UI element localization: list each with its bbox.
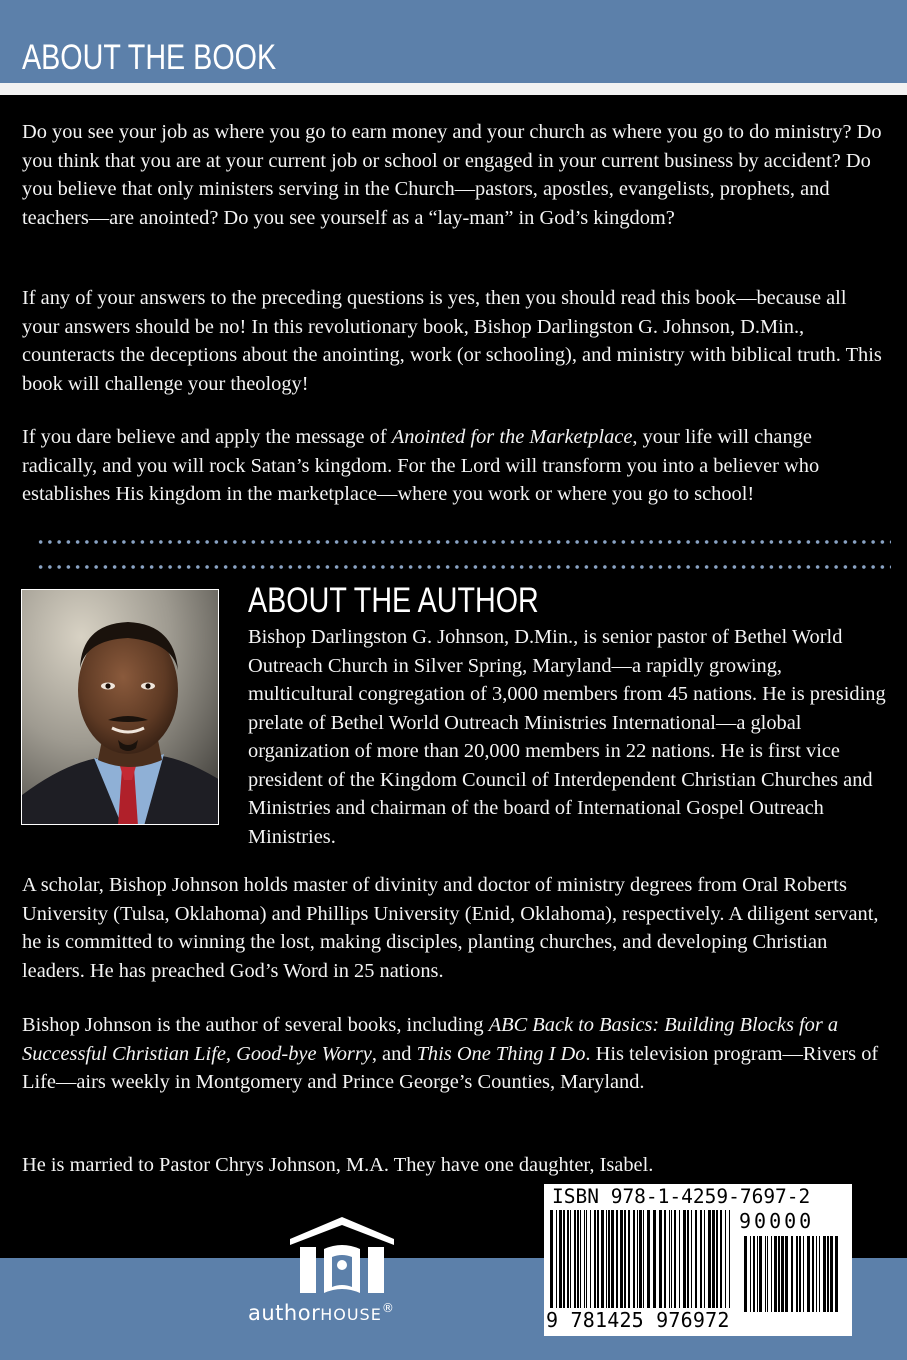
- barcode-bar: [594, 1210, 596, 1308]
- barcode-bar: [807, 1236, 810, 1312]
- barcode-bar: [712, 1210, 715, 1308]
- barcode-bar: [778, 1236, 780, 1312]
- top-band-rule: [0, 83, 907, 95]
- dotted-divider-1: [36, 538, 891, 546]
- isbn-text: ISBN 978-1-4259-7697-2: [552, 1185, 811, 1208]
- barcode-bar: [799, 1236, 801, 1312]
- barcode-bar: [816, 1236, 817, 1312]
- barcode-bar: [744, 1236, 747, 1312]
- barcode-bar: [771, 1236, 772, 1312]
- barcode-bar: [720, 1210, 722, 1308]
- about-book-paragraph-1: Do you see your job as where you go to earn money and your church as where you go to do ministry? Do you think that you are at your current job or school or engaged in your current business by accident? Do you believe that only ministers serving in the Church—pastors, apostles, evangelists, prophets, and teachers—are anointed? Do you see yourself as a “lay-man” in God’s kingdom?: [22, 121, 882, 229]
- about-book-heading: ABOUT THE BOOK: [22, 38, 277, 77]
- barcode-bar: [725, 1210, 726, 1308]
- barcode-bar: [823, 1236, 826, 1312]
- about-author-paragraph-2: A scholar, Bishop Johnson holds master of divinity and doctor of ministry degrees from Oral Roberts University (Tulsa, Oklahoma) and Phillips University (Enid, Oklahoma), respectively. A diligent servant, he is committed to winning the lost, making disciples, planting churches, and developing Christian leaders. He has preached God’s Word in 25 nations.: [22, 874, 879, 982]
- book-title-abc: ABC Back to Basics: Building Blocks for a Successful Christian Life: [22, 1014, 839, 1065]
- barcode-bar: [750, 1236, 751, 1312]
- barcode-bar: [586, 1210, 587, 1308]
- wordmark-author: author: [248, 1301, 321, 1325]
- barcode-bar: [624, 1210, 626, 1308]
- author-portrait-illustration: [22, 590, 219, 825]
- barcode-bar: [669, 1210, 670, 1308]
- barcode-bar: [774, 1236, 777, 1312]
- barcode-bar: [556, 1210, 557, 1308]
- barcode-bar: [577, 1210, 579, 1308]
- barcode-bar: [796, 1236, 798, 1312]
- registered-mark: ®: [381, 1301, 395, 1315]
- about-author-paragraph-3: [22, 1011, 886, 1097]
- barcode-bar: [580, 1210, 581, 1308]
- barcode-bar: [671, 1210, 672, 1308]
- barcode-bar: [647, 1210, 650, 1308]
- barcode-bar: [567, 1210, 569, 1308]
- barcode-bar: [620, 1210, 623, 1308]
- barcode-bar: [674, 1210, 676, 1308]
- barcode-bar: [633, 1210, 635, 1308]
- dotted-divider-2: [36, 563, 891, 571]
- barcode-bar: [819, 1236, 820, 1312]
- barcode-bar: [695, 1210, 697, 1308]
- barcode-bar: [757, 1236, 758, 1312]
- barcode-bar: [606, 1210, 607, 1308]
- barcode-bar: [653, 1210, 656, 1308]
- barcode-bar: [559, 1210, 562, 1308]
- barcode-bar: [597, 1210, 599, 1308]
- barcode-bar: [643, 1210, 644, 1308]
- about-author-paragraph-1: Bishop Darlingston G. Johnson, D.Min., is senior pastor of Bethel World Outreach Church in Silver Spring, Maryland—a rapidly growing, multicultural congregation of 3,000 members from 45 nations. He is presiding prelate of Bethel World Outreach Ministries International—a global organization of more than 20,000 members in 22 nations. He is first vice president of the Kingdom Council of Interdependent Christian Churches and Ministries and chairman of the board of International Gospel Outreach Ministries.: [248, 626, 886, 848]
- barcode-bar: [679, 1210, 680, 1308]
- author-photo: [21, 589, 219, 825]
- barcode-bar: [584, 1210, 585, 1308]
- barcode-bar: [570, 1210, 571, 1308]
- barcode-bar: [628, 1210, 630, 1308]
- addon-digits: 90000: [739, 1209, 815, 1233]
- barcode-bar: [785, 1236, 788, 1312]
- barcode-bar: [753, 1236, 755, 1312]
- barcode-bar: [812, 1236, 814, 1312]
- about-author-paragraph-4: He is married to Pastor Chrys Johnson, M.A. They have one daughter, Isabel.: [22, 1154, 654, 1176]
- ean-digits: 9 781425 976972: [546, 1308, 730, 1332]
- addon-barcode: [744, 1236, 840, 1312]
- ean-barcode: [550, 1210, 734, 1308]
- barcode-bar: [708, 1210, 711, 1308]
- barcode-bar: [664, 1210, 666, 1308]
- barcode-bar: [791, 1236, 793, 1312]
- publisher-wordmark: [248, 1301, 436, 1325]
- barcode-bar: [683, 1210, 686, 1308]
- barcode-bar: [835, 1236, 838, 1312]
- about-author-heading: ABOUT THE AUTHOR: [248, 581, 539, 620]
- barcode-bar: [608, 1210, 610, 1308]
- barcode-panel: [544, 1184, 852, 1336]
- book-title-goodbye-worry: Good-bye Worry: [236, 1042, 372, 1065]
- barcode-bar: [639, 1210, 642, 1308]
- barcode-bar: [803, 1236, 804, 1312]
- barcode-bar: [830, 1236, 833, 1312]
- barcode-bar: [550, 1210, 553, 1308]
- barcode-bar: [574, 1210, 576, 1308]
- barcode-bar: [765, 1236, 766, 1312]
- barcode-bar: [659, 1210, 662, 1308]
- barcode-bar: [704, 1210, 705, 1308]
- barcode-bar: [590, 1210, 591, 1308]
- book-title-italic: Anointed for the Marketplace: [391, 426, 633, 448]
- barcode-bar: [729, 1210, 730, 1308]
- p3-tail: . His television program—Rivers of Life—airs weekly in Montgomery and Prince George’s Counties, Maryland.: [22, 1042, 879, 1093]
- p3-lead: Bishop Johnson is the author of several books, including: [22, 1014, 489, 1036]
- barcode-bar: [759, 1236, 762, 1312]
- house-book-icon: [282, 1213, 402, 1297]
- book-title-this-one-thing: This One Thing I Do: [416, 1042, 586, 1065]
- wordmark-house: HOUSE: [320, 1305, 382, 1324]
- barcode-bar: [637, 1210, 638, 1308]
- barcode-bar: [611, 1210, 614, 1308]
- barcode-bar: [700, 1210, 702, 1308]
- barcode-bar: [691, 1210, 692, 1308]
- barcode-bar: [601, 1210, 604, 1308]
- barcode-bar: [827, 1236, 829, 1312]
- barcode-bar: [781, 1236, 784, 1312]
- barcode-bar: [687, 1210, 689, 1308]
- p3-sep-1: ,: [225, 1042, 237, 1065]
- p3-sep-2: , and: [371, 1042, 417, 1065]
- barcode-bar: [616, 1210, 618, 1308]
- about-book-paragraph-3: [22, 423, 886, 509]
- barcode-bar: [767, 1236, 768, 1312]
- barcode-bar: [563, 1210, 565, 1308]
- p3-text-after: , your life will change radically, and you will rock Satan’s kingdom. For the Lord will transform you into a believer who establishes His kingdom in the marketplace—where you work or where you go to school!: [22, 426, 820, 505]
- p3-text-before: If you dare believe and apply the message of: [22, 426, 392, 448]
- barcode-bar: [716, 1210, 718, 1308]
- about-book-paragraph-2: If any of your answers to the preceding questions is yes, then you should read this book—because all your answers should be no! In this revolutionary book, Bishop Darlingston G. Johnson, D.Min., counteracts the deceptions about the anointing, work (or schooling), and ministry with biblical truth. This book will challenge your theology!: [22, 287, 882, 395]
- publisher-logo: [248, 1213, 436, 1343]
